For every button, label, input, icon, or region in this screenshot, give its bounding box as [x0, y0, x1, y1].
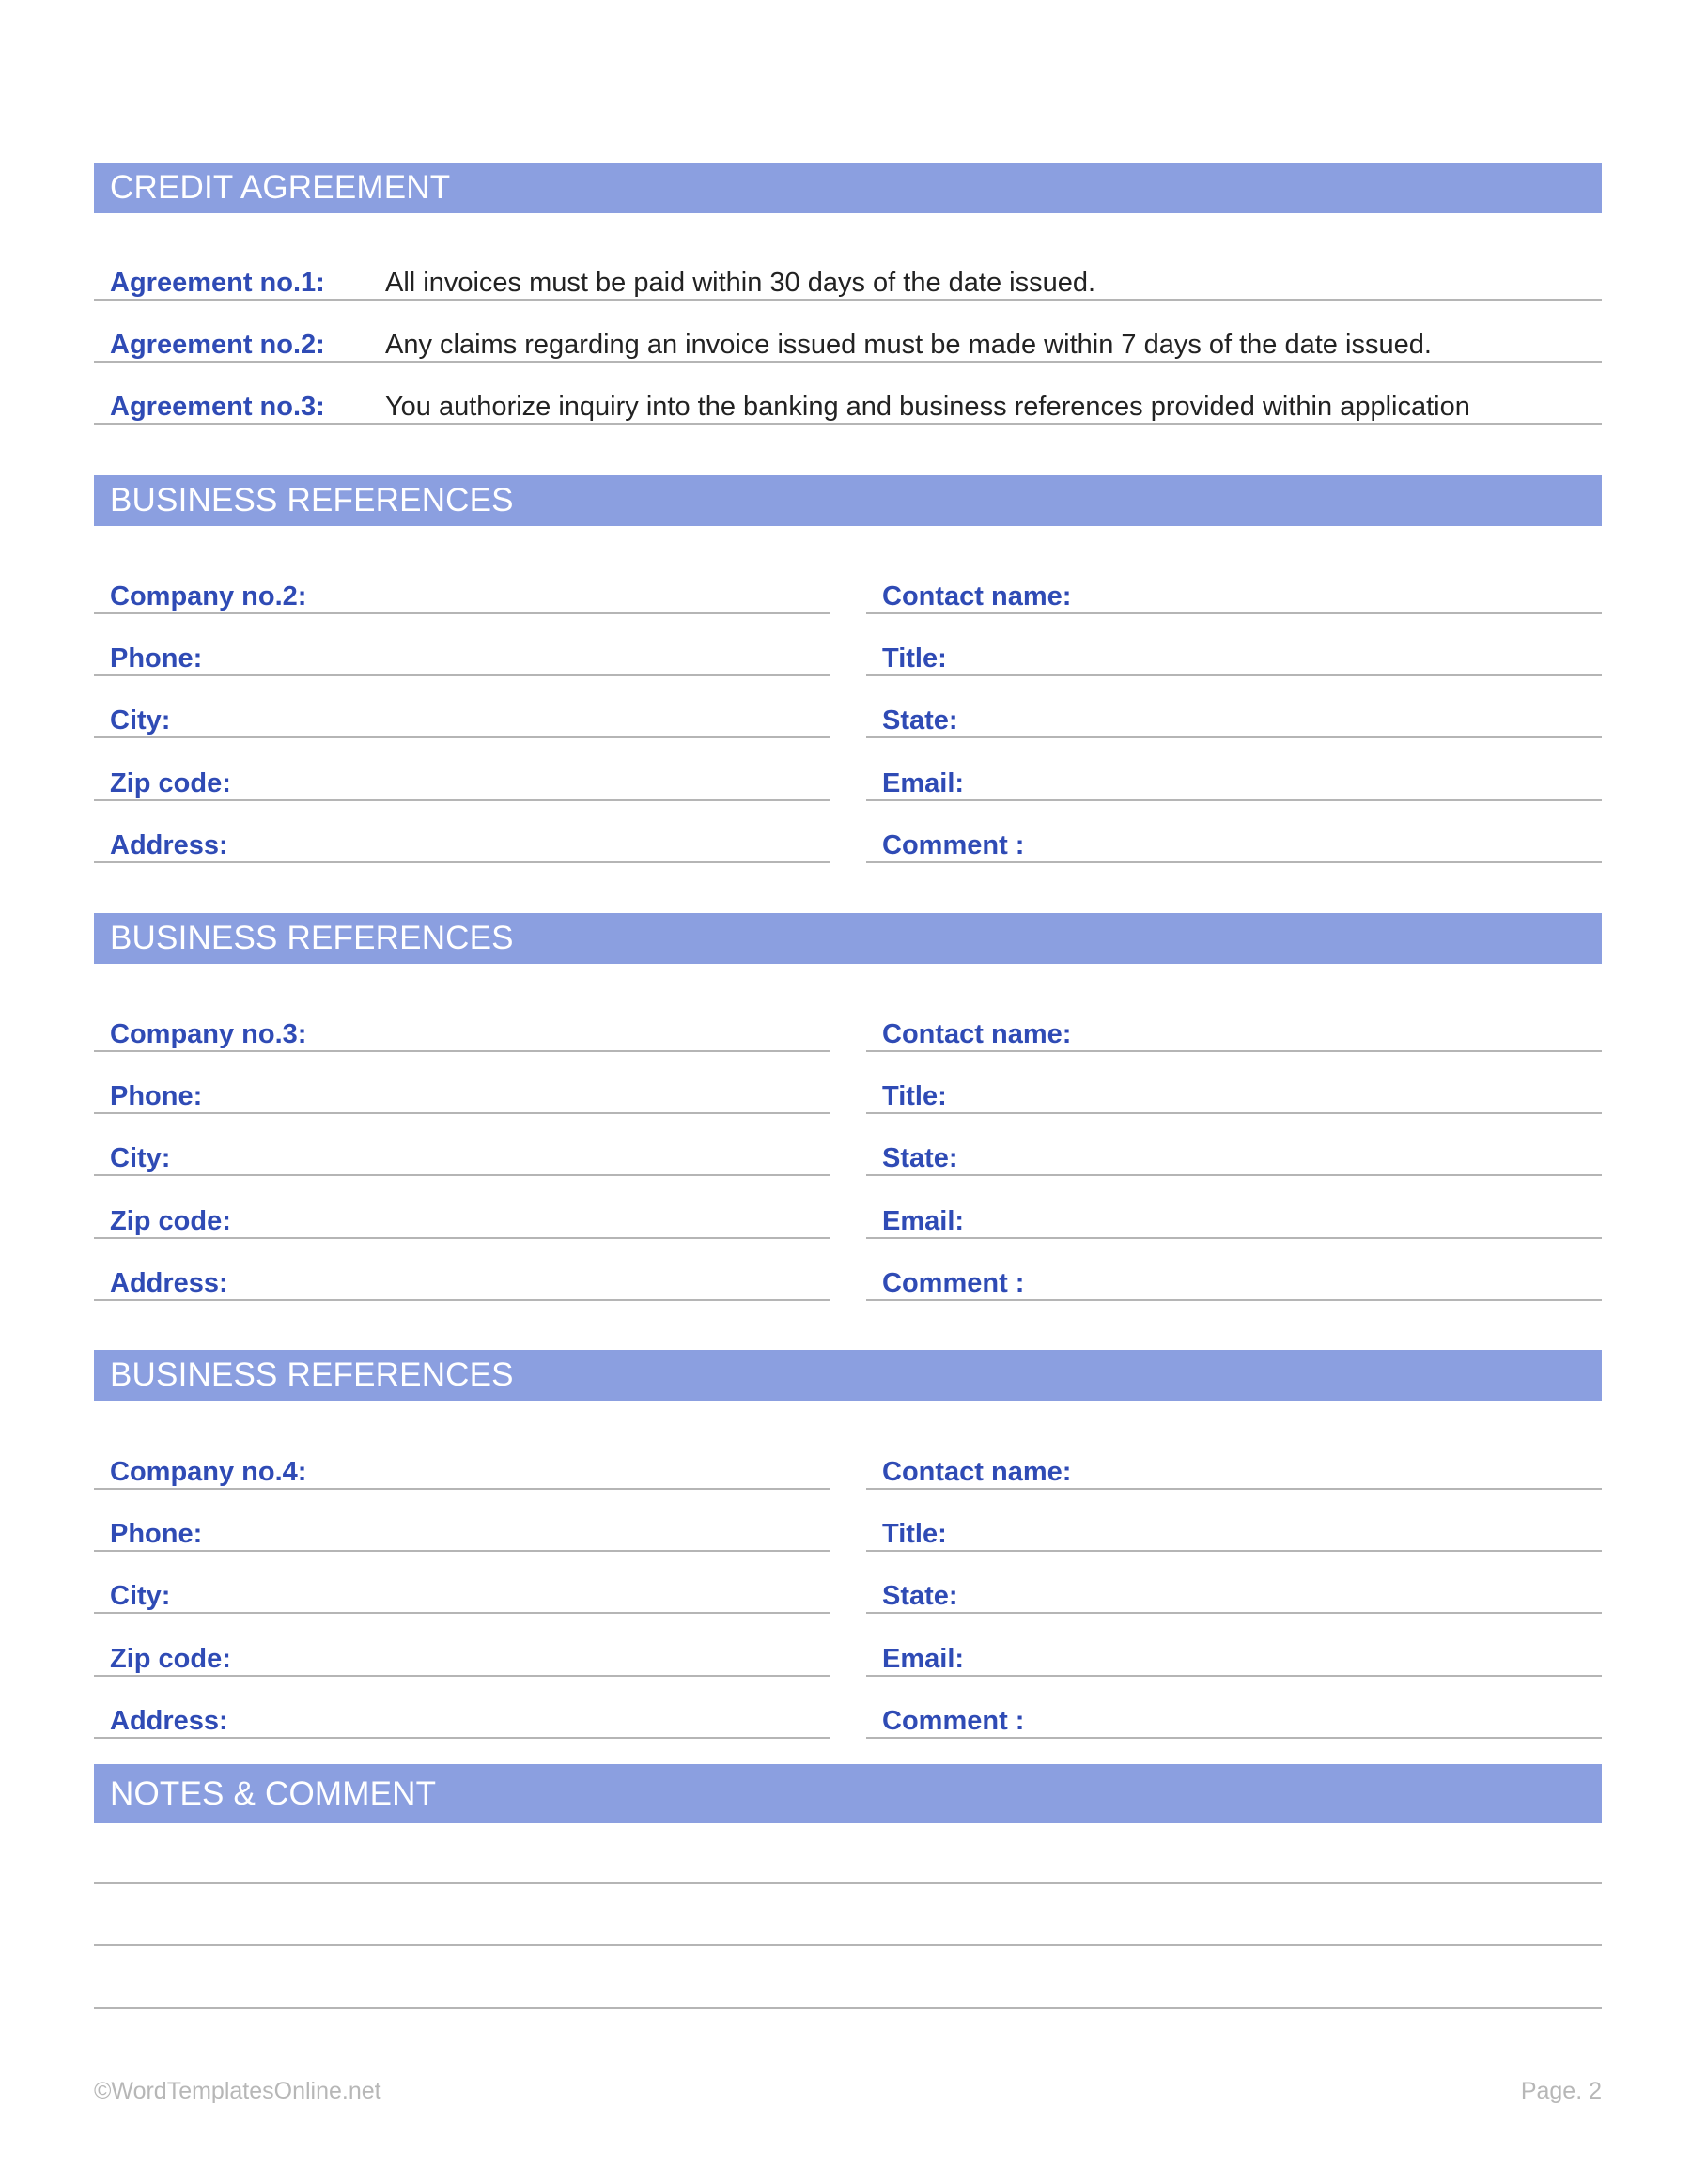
comment-field[interactable]: [866, 1245, 1602, 1301]
comment-field[interactable]: [866, 1682, 1602, 1739]
agreement-text: You authorize inquiry into the banking and business references provided within application: [385, 392, 1470, 422]
field-label: Address:: [110, 1706, 228, 1736]
notes-line[interactable]: [94, 1944, 1602, 1946]
company-field[interactable]: [94, 558, 830, 614]
field-label: Title:: [882, 643, 947, 674]
contact-name-field[interactable]: [866, 1433, 1602, 1490]
state-field[interactable]: [866, 682, 1602, 738]
credit-agreement-title: CREDIT AGREEMENT: [110, 169, 451, 206]
field-label: State:: [882, 1143, 958, 1173]
field-label: Contact name:: [882, 581, 1072, 612]
field-label: City:: [110, 705, 171, 736]
notes-comment-title: NOTES & COMMENT: [110, 1774, 437, 1812]
contact-name-field[interactable]: [866, 996, 1602, 1052]
field-label: Phone:: [110, 1081, 203, 1111]
page-number: Page. 2: [1520, 2078, 1602, 2104]
field-label: Contact name:: [882, 1019, 1072, 1049]
contact-name-field[interactable]: [866, 558, 1602, 614]
business-references-title: BUSINESS REFERENCES: [110, 482, 514, 519]
address-field[interactable]: [94, 807, 830, 863]
field-label: Email:: [882, 768, 965, 798]
business-references-header: [94, 913, 1602, 964]
field-label: City:: [110, 1143, 171, 1173]
business-references-title: BUSINESS REFERENCES: [110, 920, 514, 956]
business-references-title: BUSINESS REFERENCES: [110, 1356, 514, 1393]
field-label: Comment :: [882, 1268, 1025, 1298]
city-field[interactable]: [94, 1120, 830, 1176]
state-field[interactable]: [866, 1557, 1602, 1614]
agreement-text: All invoices must be paid within 30 days of the date issued.: [385, 268, 1096, 298]
zip-code-field[interactable]: [94, 1620, 830, 1677]
notes-line[interactable]: [94, 1882, 1602, 1884]
field-label: Address:: [110, 830, 228, 860]
email-field[interactable]: [866, 1620, 1602, 1677]
city-field[interactable]: [94, 682, 830, 738]
agreement-text: Any claims regarding an invoice issued must be made within 7 days of the date issued.: [385, 330, 1432, 360]
field-label: Zip code:: [110, 1644, 231, 1674]
phone-field[interactable]: [94, 620, 830, 676]
address-field[interactable]: [94, 1682, 830, 1739]
email-field[interactable]: [866, 1183, 1602, 1239]
field-label: Email:: [882, 1206, 965, 1236]
title-field[interactable]: [866, 620, 1602, 676]
field-label: State:: [882, 705, 958, 736]
field-label: Comment :: [882, 1706, 1025, 1736]
agreement-label: Agreement no.1:: [110, 268, 325, 298]
state-field[interactable]: [866, 1120, 1602, 1176]
comment-field[interactable]: [866, 807, 1602, 863]
agreement-label: Agreement no.2:: [110, 330, 325, 360]
notes-comment-header: [94, 1764, 1602, 1823]
agreement-row: [94, 306, 1602, 363]
field-label: Company no.3:: [110, 1019, 307, 1049]
phone-field[interactable]: [94, 1058, 830, 1114]
city-field[interactable]: [94, 1557, 830, 1614]
agreement-row: [94, 244, 1602, 301]
field-label: Title:: [882, 1519, 947, 1549]
field-label: Company no.4:: [110, 1457, 307, 1487]
email-field[interactable]: [866, 745, 1602, 801]
business-references-header: [94, 475, 1602, 526]
field-label: City:: [110, 1581, 171, 1611]
business-references-header: [94, 1350, 1602, 1401]
notes-line[interactable]: [94, 2007, 1602, 2009]
copyright-text: ©WordTemplatesOnline.net: [94, 2078, 381, 2104]
address-field[interactable]: [94, 1245, 830, 1301]
field-label: Contact name:: [882, 1457, 1072, 1487]
field-label: Email:: [882, 1644, 965, 1674]
company-field[interactable]: [94, 1433, 830, 1490]
field-label: Title:: [882, 1081, 947, 1111]
field-label: Phone:: [110, 1519, 203, 1549]
phone-field[interactable]: [94, 1495, 830, 1552]
field-label: Address:: [110, 1268, 228, 1298]
field-label: Phone:: [110, 643, 203, 674]
company-field[interactable]: [94, 996, 830, 1052]
zip-code-field[interactable]: [94, 1183, 830, 1239]
field-label: State:: [882, 1581, 958, 1611]
agreement-label: Agreement no.3:: [110, 392, 325, 422]
field-label: Zip code:: [110, 1206, 231, 1236]
agreement-row: [94, 368, 1602, 425]
field-label: Zip code:: [110, 768, 231, 798]
credit-agreement-header: [94, 163, 1602, 213]
zip-code-field[interactable]: [94, 745, 830, 801]
title-field[interactable]: [866, 1058, 1602, 1114]
field-label: Comment :: [882, 830, 1025, 860]
title-field[interactable]: [866, 1495, 1602, 1552]
field-label: Company no.2:: [110, 581, 307, 612]
